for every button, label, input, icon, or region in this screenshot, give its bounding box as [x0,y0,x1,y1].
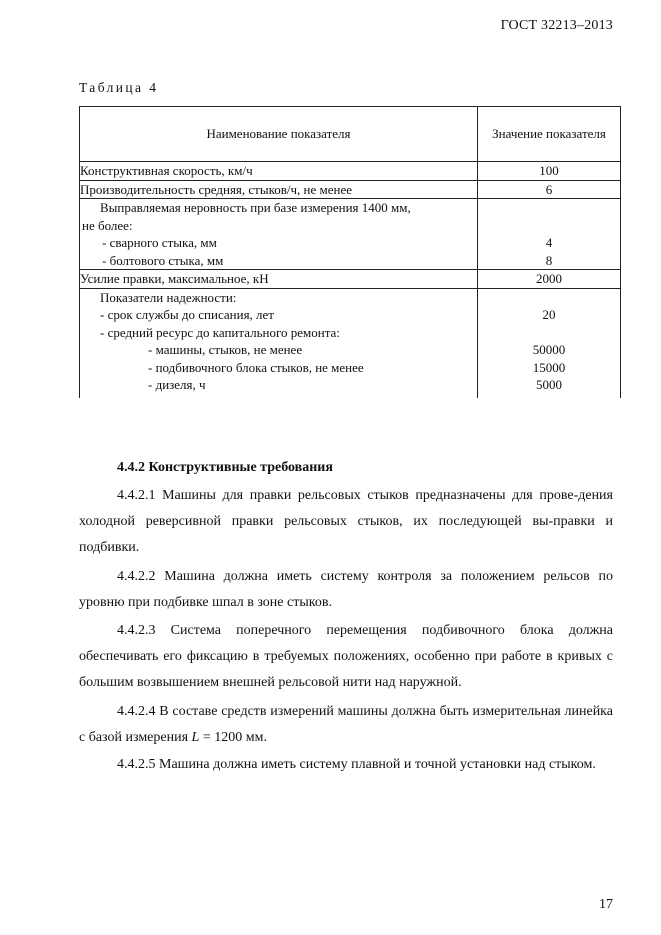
param-speed-value: 100 [478,162,621,181]
p4-text-after: = 1200 мм. [199,730,267,745]
paragraph-4-4-2-3: 4.4.2.3 Система поперечного перемещения подбивочного блока должна обеспечивать его фиксацию в требуемых положениях, особенно при работе в кривых с большим возвышением внешней рельсовой нити над наружной. [79,623,613,690]
reliability-diesel-label: - дизеля, ч [148,377,206,392]
reliability-machine-label: - машины, стыков, не менее [148,342,303,357]
param-productivity-name: Производительность средняя, стыков/ч, не менее [80,180,478,199]
reliability-block-value: 15000 [532,359,566,375]
column-header-name: Наименование показателя [80,107,478,162]
reliability-service-life-value: 20 [542,307,556,322]
table-caption: Таблица 4 [79,80,159,95]
param-unevenness-values [478,199,621,270]
reliability-machine-value: 50000 [532,342,566,357]
param-reliability-values [478,288,621,398]
table-row [80,180,621,199]
paragraph-4-4-2-4 [79,699,613,751]
paragraph-4-4-2-5: 4.4.2.5 Машина должна иметь систему плавной и точной установки над стыком. [117,757,596,772]
param-unevenness-name [80,199,478,270]
param-force-name: Усилие правки, максимальное, кН [80,270,478,289]
table-row [80,270,621,289]
reliability-title: Показатели надежности: [100,289,237,305]
page-number: 17 [599,897,613,912]
unevenness-bolted-label: - болтового стыка, мм [102,252,224,268]
reliability-resource-label: - средний ресурс до капитального ремонта: [100,324,340,340]
param-force-value: 2000 [478,270,621,289]
reliability-block-label: - подбивочного блока стыков, не менее [148,359,364,375]
unevenness-line1: Выправляемая неровность при базе измерения 1400 мм, [100,200,411,215]
table-row [80,288,621,398]
parameters-table [79,106,621,398]
unevenness-welded-value: 4 [545,235,553,250]
param-reliability-name [80,288,478,398]
p4-text-before: 4.4.2.4 В составе средств измерений машины должна быть измерительная линейка с базой измерения [79,704,613,745]
unevenness-bolted-value: 8 [545,252,553,268]
reliability-diesel-value: 5000 [536,377,562,392]
unevenness-line2: не более: [82,217,133,233]
p4-variable-L: L [191,730,200,745]
section-heading: 4.4.2 Конструктивные требования [117,460,333,475]
paragraph-4-4-2-2: 4.4.2.2 Машина должна иметь систему контроля за положением рельсов по уровню при подбивке шпал в зоне стыков. [79,569,613,610]
reliability-service-life-label: - срок службы до списания, лет [100,307,274,322]
paragraph-4-4-2-1: 4.4.2.1 Машины для правки рельсовых стыков предназначены для прове-дения холодной реверсивной правки рельсовых стыков, их последующей вы-правки и подбивки. [79,488,613,555]
param-productivity-value: 6 [478,180,621,199]
table-row [80,199,621,270]
table-row [80,162,621,181]
column-header-value: Значение показателя [478,107,621,162]
unevenness-welded-label: - сварного стыка, мм [102,235,217,250]
standard-header: ГОСТ 32213–2013 [500,18,613,33]
param-speed-name: Конструктивная скорость, км/ч [80,162,478,181]
table-header-row [80,107,621,162]
